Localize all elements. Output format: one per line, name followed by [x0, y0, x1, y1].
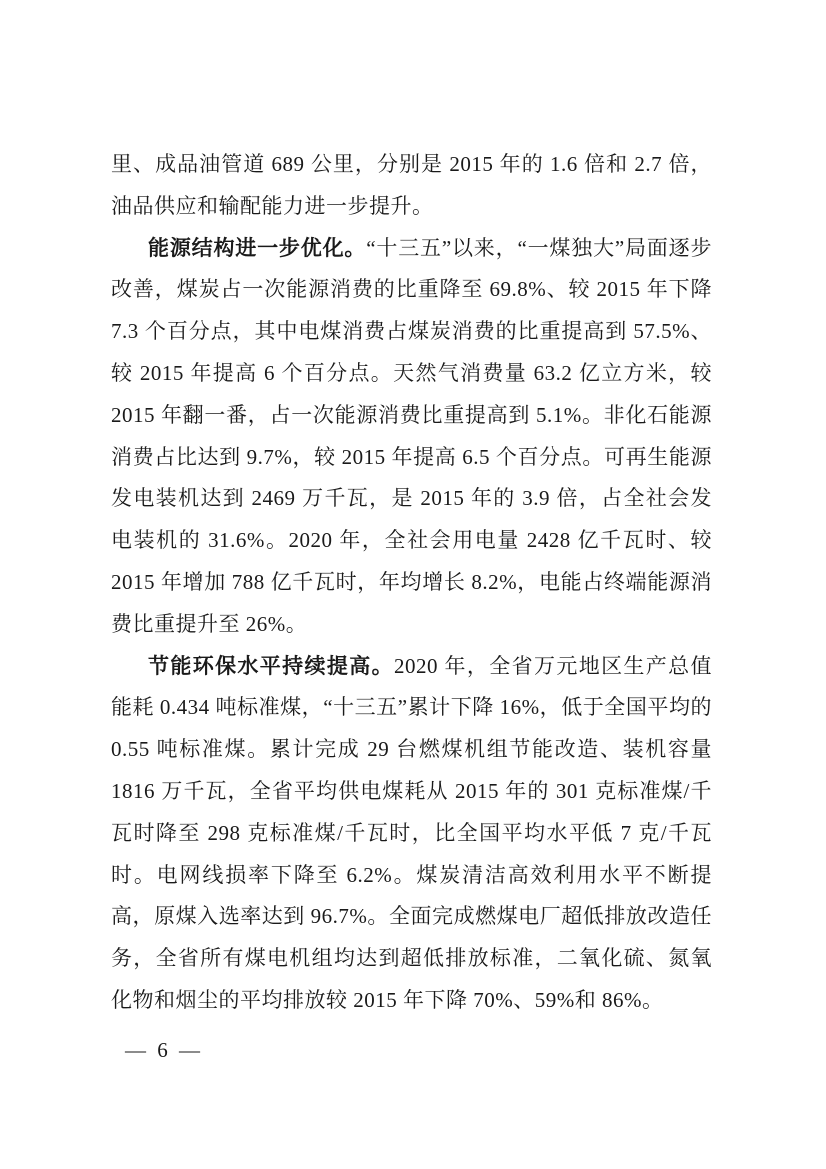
paragraph-text: 里、成品油管道 689 公里，分别是 2015 年的 1.6 倍和 2.7 倍，油品供应和输配能力进一步提升。: [111, 152, 712, 218]
paragraph: [111, 646, 712, 1022]
paragraph: [111, 228, 712, 646]
page-number: — 6 —: [125, 1038, 203, 1062]
paragraph-text: 2020 年，全省万元地区生产总值能耗 0.434 吨标准煤，“十三五”累计下降 16%，低于全国平均的 0.55 吨标准煤。累计完成 29 台燃煤机组节能改造、装机容量 1816 万千瓦，全省平均供电煤耗从 2015 年的 301 克标准煤/千瓦时降至 298 克标准煤/千瓦时，比全国平均水平低 7 克/千瓦时。电网线损率下降至 6.2%。煤炭清洁高效利用水平不断提高，原煤入选率达到 96.7%。全面完成燃煤电厂超低排放改造任务，全省所有煤电机组均达到超低排放标准，二氧化硫、氮氧化物和烟尘的平均排放较 2015 年下降 70%、59%和 86%。: [111, 653, 713, 1012]
paragraph: [111, 144, 712, 228]
document-body: [111, 144, 712, 1022]
paragraph-bold-lead: 节能环保水平持续提高。: [148, 654, 394, 678]
paragraph-bold-lead: 能源结构进一步优化。: [148, 236, 367, 260]
paragraph-text: “十三五”以来，“一煤独大”局面逐步改善，煤炭占一次能源消费的比重降至 69.8%、较 2015 年下降 7.3 个百分点，其中电煤消费占煤炭消费的比重提高到 57.5%、较 2015 年提高 6 个百分点。天然气消费量 63.2 亿立方米，较 2015 年翻一番，占一次能源消费比重提高到 5.1%。非化石能源消费占比达到 9.7%，较 2015 年提高 6.5 个百分点。可再生能源发电装机达到 2469 万千瓦，是 2015 年的 3.9 倍，占全社会发电装机的 31.6%。2020 年，全社会用电量 2428 亿千瓦时、较 2015 年增加 788 亿千瓦时，年均增长 8.2%，电能占终端能源消费比重提升至 26%。: [111, 235, 712, 636]
